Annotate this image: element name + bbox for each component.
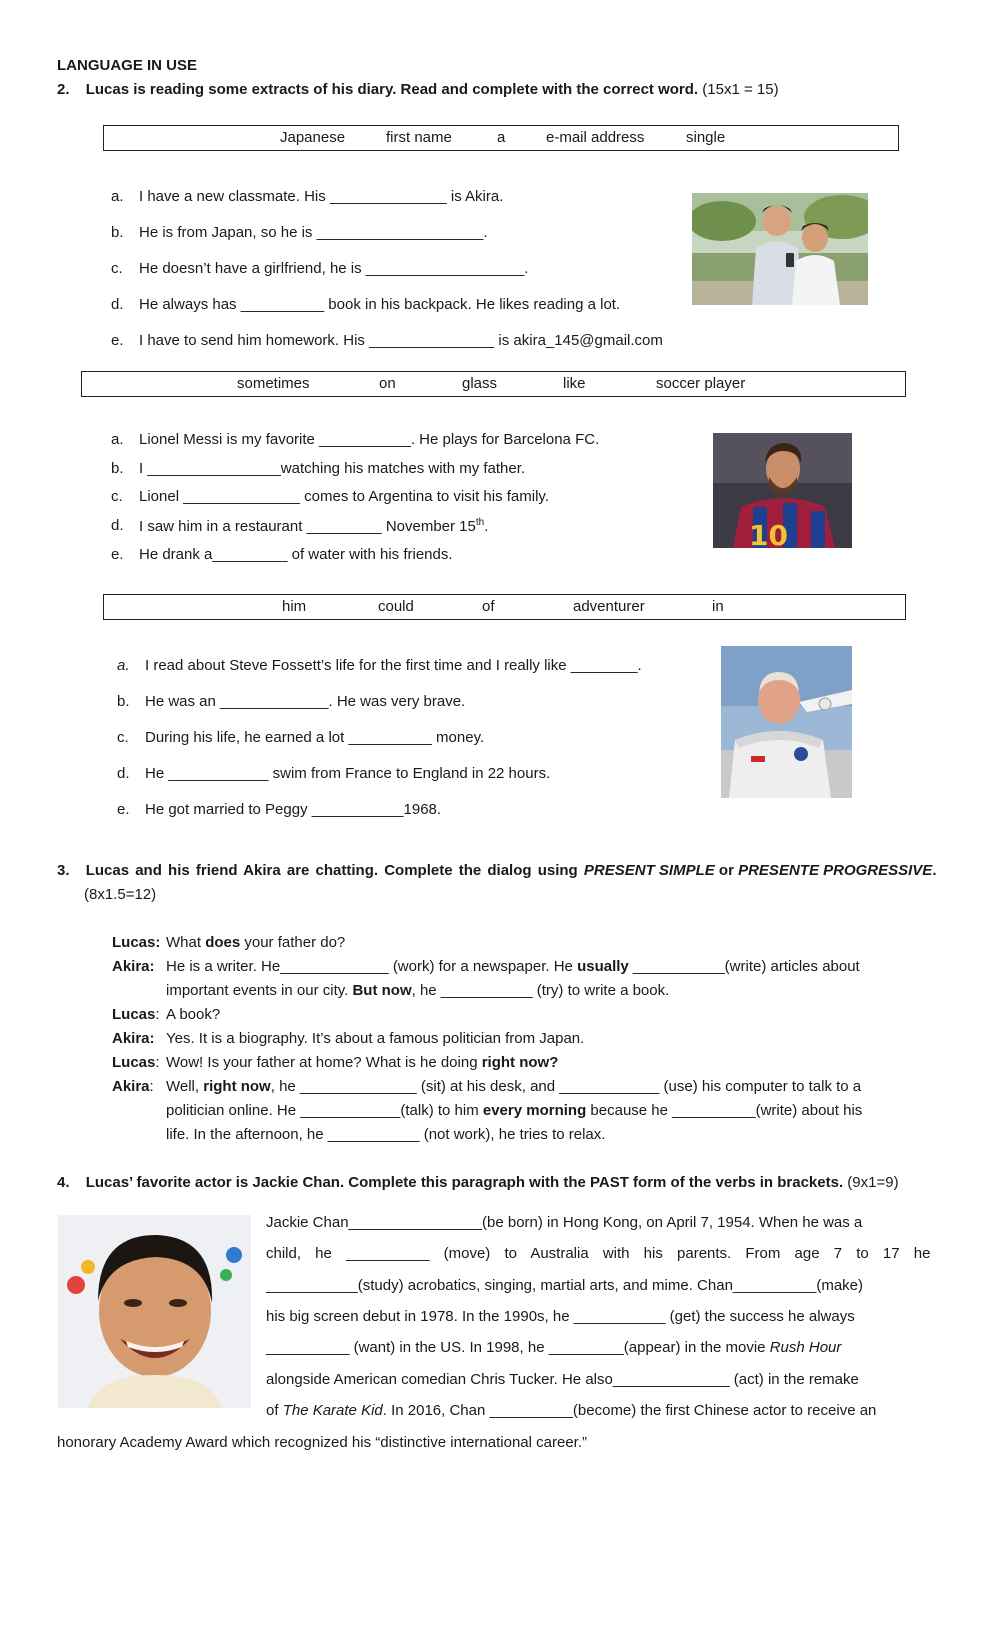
word-option: Japanese — [280, 129, 346, 146]
exercise-number: 2. — [57, 81, 70, 98]
word-option: on — [379, 375, 396, 392]
word-option: glass — [462, 375, 498, 392]
item-letter: b. — [111, 460, 124, 477]
photo-jackie-chan — [58, 1215, 251, 1408]
exercise-4-instruction: 4. Lucas’ favorite actor is Jackie Chan. Complete this paragraph with the PAST form of the verbs in brackets. (9x1=9) — [57, 1174, 899, 1191]
word-option: first name — [386, 129, 452, 146]
item-sentence: I have a new classmate. His ______________ is Akira. — [139, 188, 504, 205]
item-sentence: I have to send him homework. His _______________ is akira_145@gmail.com — [139, 332, 663, 349]
item-sentence: I saw him in a restaurant _________ November 15th. — [139, 517, 489, 535]
svg-text:10: 10 — [749, 519, 788, 548]
item-sentence: Lionel ______________ comes to Argentina to visit his family. — [139, 488, 549, 505]
photo-two-friends — [692, 193, 868, 305]
dialog-line: What does your father do? — [166, 934, 346, 951]
word-option: single — [686, 129, 726, 146]
dialog-line: politician online. He ____________(talk) to him every morning because he __________(write) about his — [166, 1102, 863, 1119]
paragraph-line: Jackie Chan________________(be born) in Hong Kong, on April 7, 1954. When he was a — [266, 1214, 863, 1231]
paragraph-line: child, he __________ (move) to Australia with his parents. From age 7 to 17 he — [266, 1245, 931, 1262]
item-sentence: He always has __________ book in his backpack. He likes reading a lot. — [139, 296, 621, 313]
speaker-akira: Akira: — [112, 1030, 155, 1047]
section-heading: LANGUAGE IN USE — [57, 57, 198, 74]
dialog-line: important events in our city. But now, he ___________ (try) to write a book. — [166, 982, 670, 999]
word-option: could — [378, 598, 414, 615]
item-letter: b. — [117, 693, 130, 710]
word-option: like — [563, 375, 586, 392]
item-letter: a. — [111, 188, 124, 205]
dialog-line: He is a writer. He_____________ (work) for a newspaper. He usually ___________(write) articles about — [166, 958, 860, 975]
item-letter: e. — [117, 801, 130, 818]
word-option: of — [482, 598, 495, 615]
dialog-line: Wow! Is your father at home? What is he doing right now? — [166, 1054, 559, 1071]
word-option: sometimes — [237, 375, 310, 392]
paragraph-line: his big screen debut in 1978. In the 1990s, he ___________ (get) the success he always — [266, 1308, 855, 1325]
speaker-lucas: Lucas: — [112, 934, 161, 951]
word-box-3 — [103, 594, 906, 620]
exercise-2-instruction — [57, 81, 779, 98]
item-sentence: He was an _____________. He was very brave. — [145, 693, 466, 710]
item-letter: d. — [111, 296, 124, 313]
item-letter: d. — [117, 765, 130, 782]
item-sentence: He doesn’t have a girlfriend, he is ___________________. — [139, 260, 529, 277]
item-letter: c. — [111, 488, 123, 505]
paragraph-line: alongside American comedian Chris Tucker. He also______________ (act) in the remake — [266, 1371, 859, 1388]
paragraph-line: __________ (want) in the US. In 1998, he _________(appear) in the movie Rush Hour — [266, 1339, 842, 1356]
speaker-lucas: Lucas: — [112, 1054, 160, 1071]
item-sentence: I read about Steve Fossett’s life for the first time and I really like ________. — [145, 657, 642, 674]
paragraph-line: ___________(study) acrobatics, singing, martial arts, and mime. Chan__________(make) — [266, 1277, 864, 1294]
paragraph-line: honorary Academy Award which recognized his “distinctive international career.” — [57, 1434, 587, 1451]
exercise-number: 3. — [57, 862, 70, 879]
word-option: in — [712, 598, 724, 615]
dialog-line: Yes. It is a biography. It’s about a famous politician from Japan. — [166, 1030, 585, 1047]
instruction-text: Lucas is reading some extracts of his diary. Read and complete with the correct word. — [85, 81, 699, 98]
score: (15x1 = 15) — [702, 81, 779, 98]
item-sentence: I ________________watching his matches with my father. — [139, 460, 526, 477]
item-sentence: Lionel Messi is my favorite ___________. He plays for Barcelona FC. — [139, 431, 600, 448]
word-option: a — [497, 129, 506, 146]
speaker-akira: Akira: — [112, 958, 155, 975]
item-sentence: He is from Japan, so he is ____________________. — [139, 224, 488, 241]
item-letter: b. — [111, 224, 124, 241]
dialog-line: Well, right now, he ______________ (sit) at his desk, and ____________ (use) his computer to talk to a — [166, 1078, 862, 1095]
item-sentence: He got married to Peggy ___________1968. — [145, 801, 442, 818]
item-letter: c. — [111, 260, 123, 277]
speaker-akira: Akira: — [112, 1078, 154, 1095]
exercise-3-instruction: 3. Lucas and his friend Akira are chatting. Complete the dialog using PRESENT SIMPLE or PRESENTE PROGRESSIVE. — [57, 862, 937, 879]
photo-lionel-messi — [713, 433, 852, 548]
word-option: him — [282, 598, 307, 615]
photo-steve-fossett — [721, 646, 852, 798]
word-option: adventurer — [573, 598, 645, 615]
item-letter: e. — [111, 546, 124, 563]
dialog-line: A book? — [166, 1006, 221, 1023]
item-sentence: He drank a_________ of water with his friends. — [139, 546, 453, 563]
score: (8x1.5=12) — [84, 886, 157, 903]
word-option: soccer player — [656, 375, 746, 392]
item-sentence: He ____________ swim from France to England in 22 hours. — [145, 765, 551, 782]
item-letter: c. — [117, 729, 129, 746]
word-box-2 — [81, 371, 906, 397]
word-option: e-mail address — [546, 129, 645, 146]
dialog-line: life. In the afternoon, he ___________ (not work), he tries to relax. — [166, 1126, 606, 1143]
speaker-lucas: Lucas: — [112, 1006, 160, 1023]
item-sentence: During his life, he earned a lot __________ money. — [145, 729, 485, 746]
paragraph-line: of The Karate Kid. In 2016, Chan __________(become) the first Chinese actor to receive an — [266, 1402, 877, 1419]
exercise-number: 4. — [57, 1174, 70, 1191]
word-box-1 — [103, 125, 899, 151]
item-letter: a. — [117, 657, 130, 674]
item-letter: a. — [111, 431, 124, 448]
item-letter: d. — [111, 517, 124, 534]
item-letter: e. — [111, 332, 124, 349]
